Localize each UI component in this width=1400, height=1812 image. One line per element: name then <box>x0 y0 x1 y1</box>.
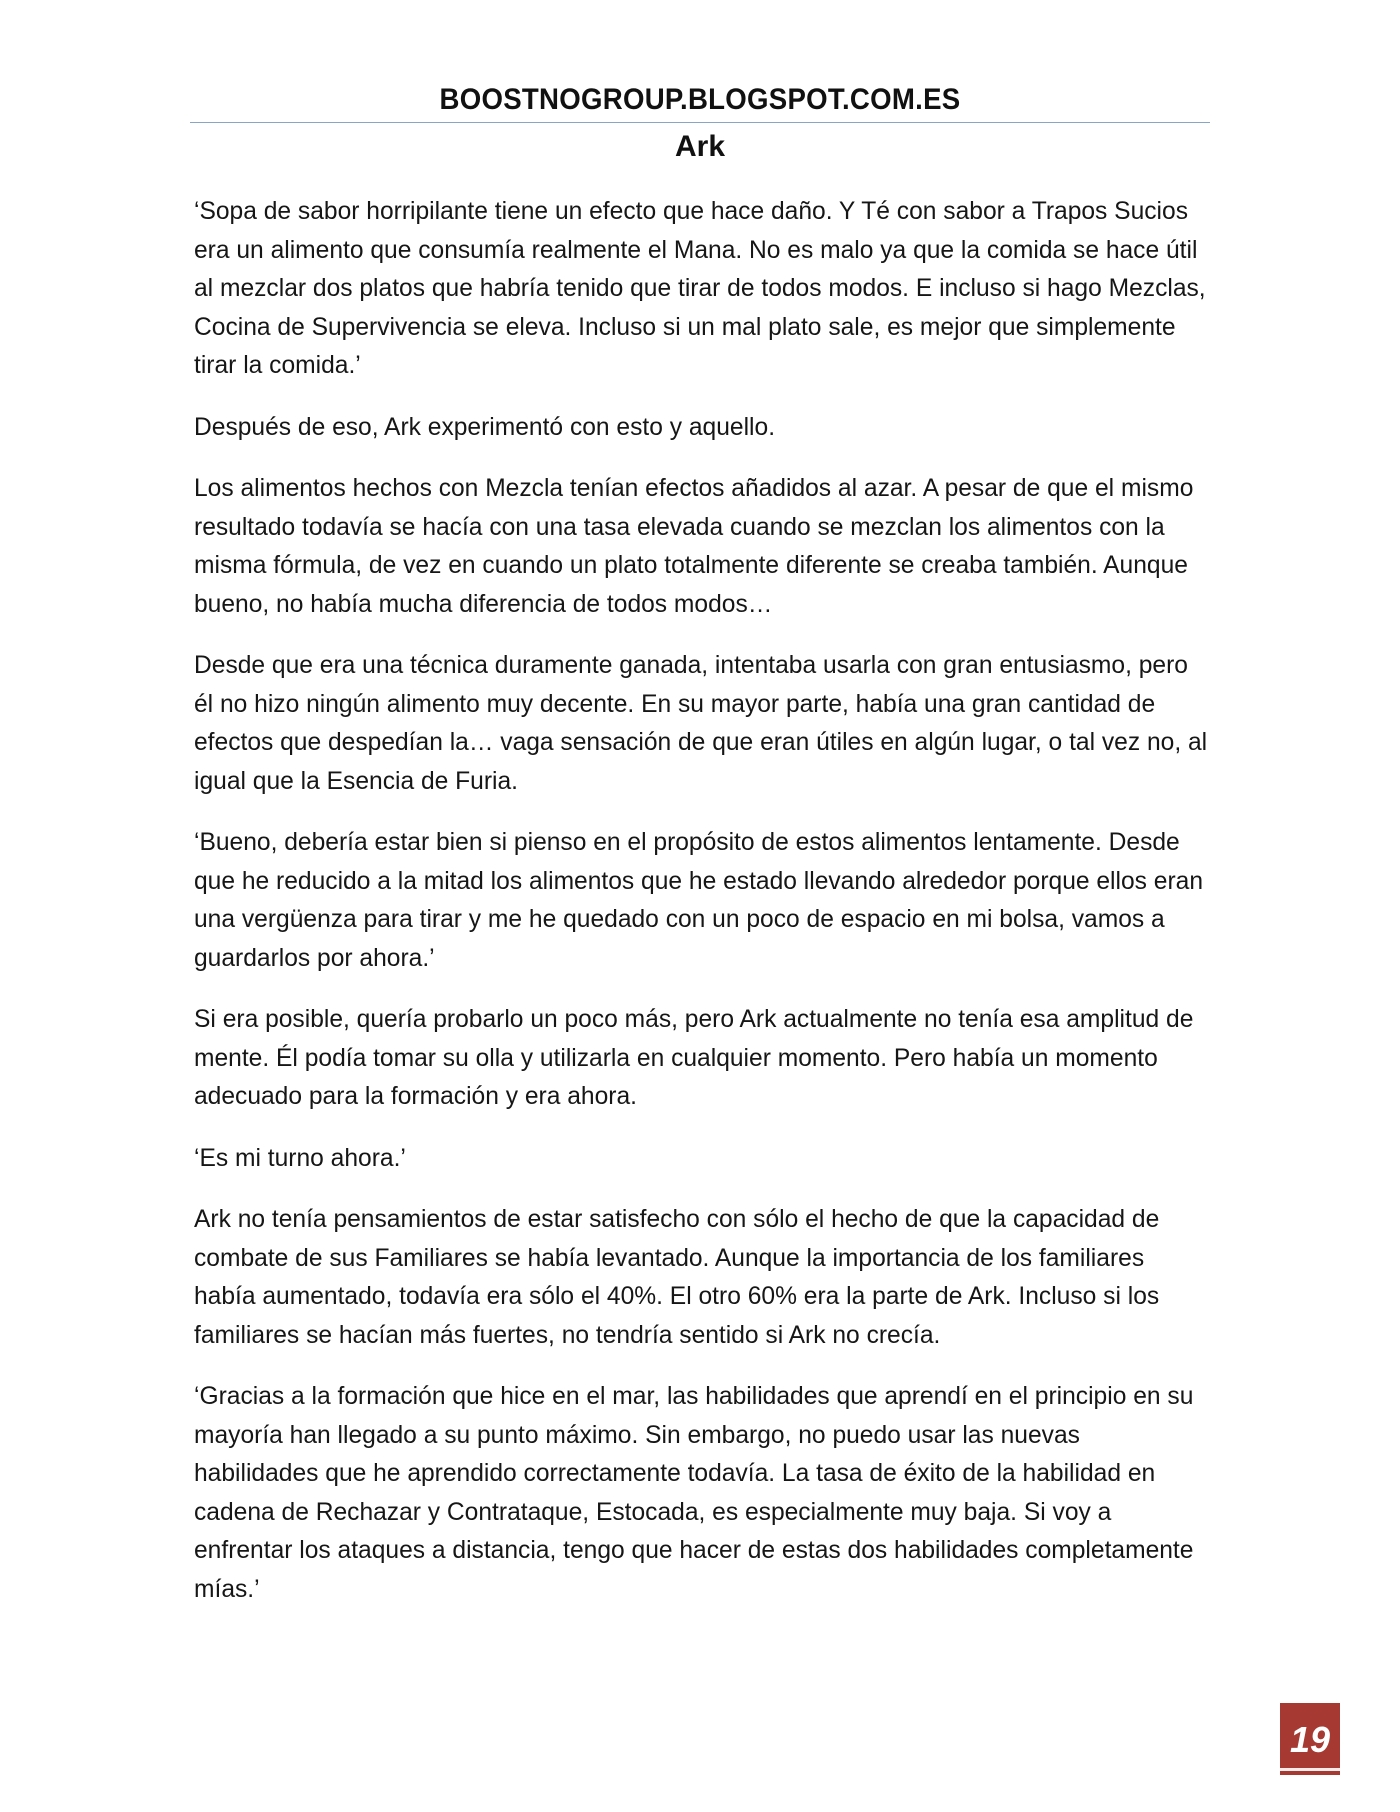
paragraph: ‘Sopa de sabor horripilante tiene un efecto que hace daño. Y Té con sabor a Trapos Sucios era un alimento que consumía realmente el Mana. No es malo ya que la comida se hace útil al mezclar dos platos que habría tenido que tirar de todos modos. E incluso si hago Mezclas, Cocina de Supervivencia se eleva. Incluso si un mal plato sale, es mejor que simplemente tirar la comida.’ <box>194 198 1206 379</box>
paragraph: Desde que era una técnica duramente ganada, intentaba usarla con gran entusiasmo, pero él no hizo ningún alimento muy decente. En su mayor parte, había una gran cantidad de efectos que despedían la… vaga sensación de que eran útiles en algún lugar, o tal vez no, al igual que la Esencia de Furia. <box>194 652 1208 795</box>
paragraph: Después de eso, Ark experimentó con esto y aquello. <box>194 413 776 441</box>
paragraph: Ark no tenía pensamientos de estar satisfecho con sólo el hecho de que la capacidad de combate de sus Familiares se había levantado. Aunque la importancia de los familiares había aumentado, todavía era sólo el 40%. El otro 60% era la parte de Ark. Incluso si los familiares se hacían más fuertes, no tendría sentido si Ark no crecía. <box>194 1206 1160 1349</box>
paragraph: Si era posible, quería probarlo un poco más, pero Ark actualmente no tenía esa amplitud de mente. Él podía tomar su olla y utilizarla en cualquier momento. Pero había un momento adecuado para la formación y era ahora. <box>194 1006 1194 1110</box>
book-title: Ark <box>674 130 726 163</box>
paragraph: ‘Gracias a la formación que hice en el mar, las habilidades que aprendí en el principio en su mayoría han llegado a su punto máximo. Sin embargo, no puedo usar las nuevas habilidades que he aprendido correctamente todavía. La tasa de éxito de la habilidad en cadena de Rechazar y Contrataque, Estocada, es especialmente muy baja. Si voy a enfrentar los ataques a distancia, tengo que hacer de estas dos habilidades completamente mías.’ <box>194 1383 1194 1603</box>
page-header <box>190 78 1210 171</box>
paragraph: ‘Es mi turno ahora.’ <box>194 1144 406 1172</box>
page-number-badge: 19 <box>1280 1703 1340 1775</box>
paragraph: ‘Bueno, debería estar bien si pienso en el propósito de estos alimentos lentamente. Desde que he reducido a la mitad los alimentos que he estado llevando alrededor porque ellos eran una vergüenza para tirar y me he quedado con un poco de espacio en mi bolsa, vamos a guardarlos por ahora.’ <box>194 829 1204 972</box>
paragraph: Los alimentos hechos con Mezcla tenían efectos añadidos al azar. A pesar de que el mismo resultado todavía se hacía con una tasa elevada cuando se mezclan los alimentos con la misma fórmula, de vez en cuando un plato totalmente diferente se creaba también. Aunque bueno, no había mucha diferencia de todos modos… <box>194 475 1194 618</box>
page-number-underline <box>1280 1768 1340 1771</box>
page-body <box>194 193 1210 1632</box>
site-title: BOOSTNOGROUP.BLOGSPOT.COM.ES <box>439 83 961 116</box>
